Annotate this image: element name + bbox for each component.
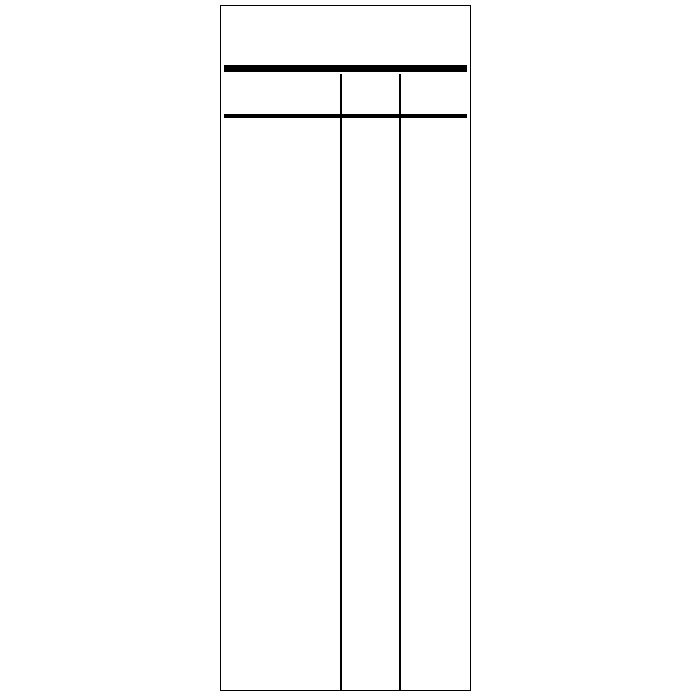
nutrition-label bbox=[220, 5, 471, 691]
thick-divider bbox=[224, 65, 467, 72]
column-divider-1 bbox=[340, 74, 342, 691]
column-divider-2 bbox=[399, 74, 401, 691]
calories-divider bbox=[224, 114, 467, 118]
